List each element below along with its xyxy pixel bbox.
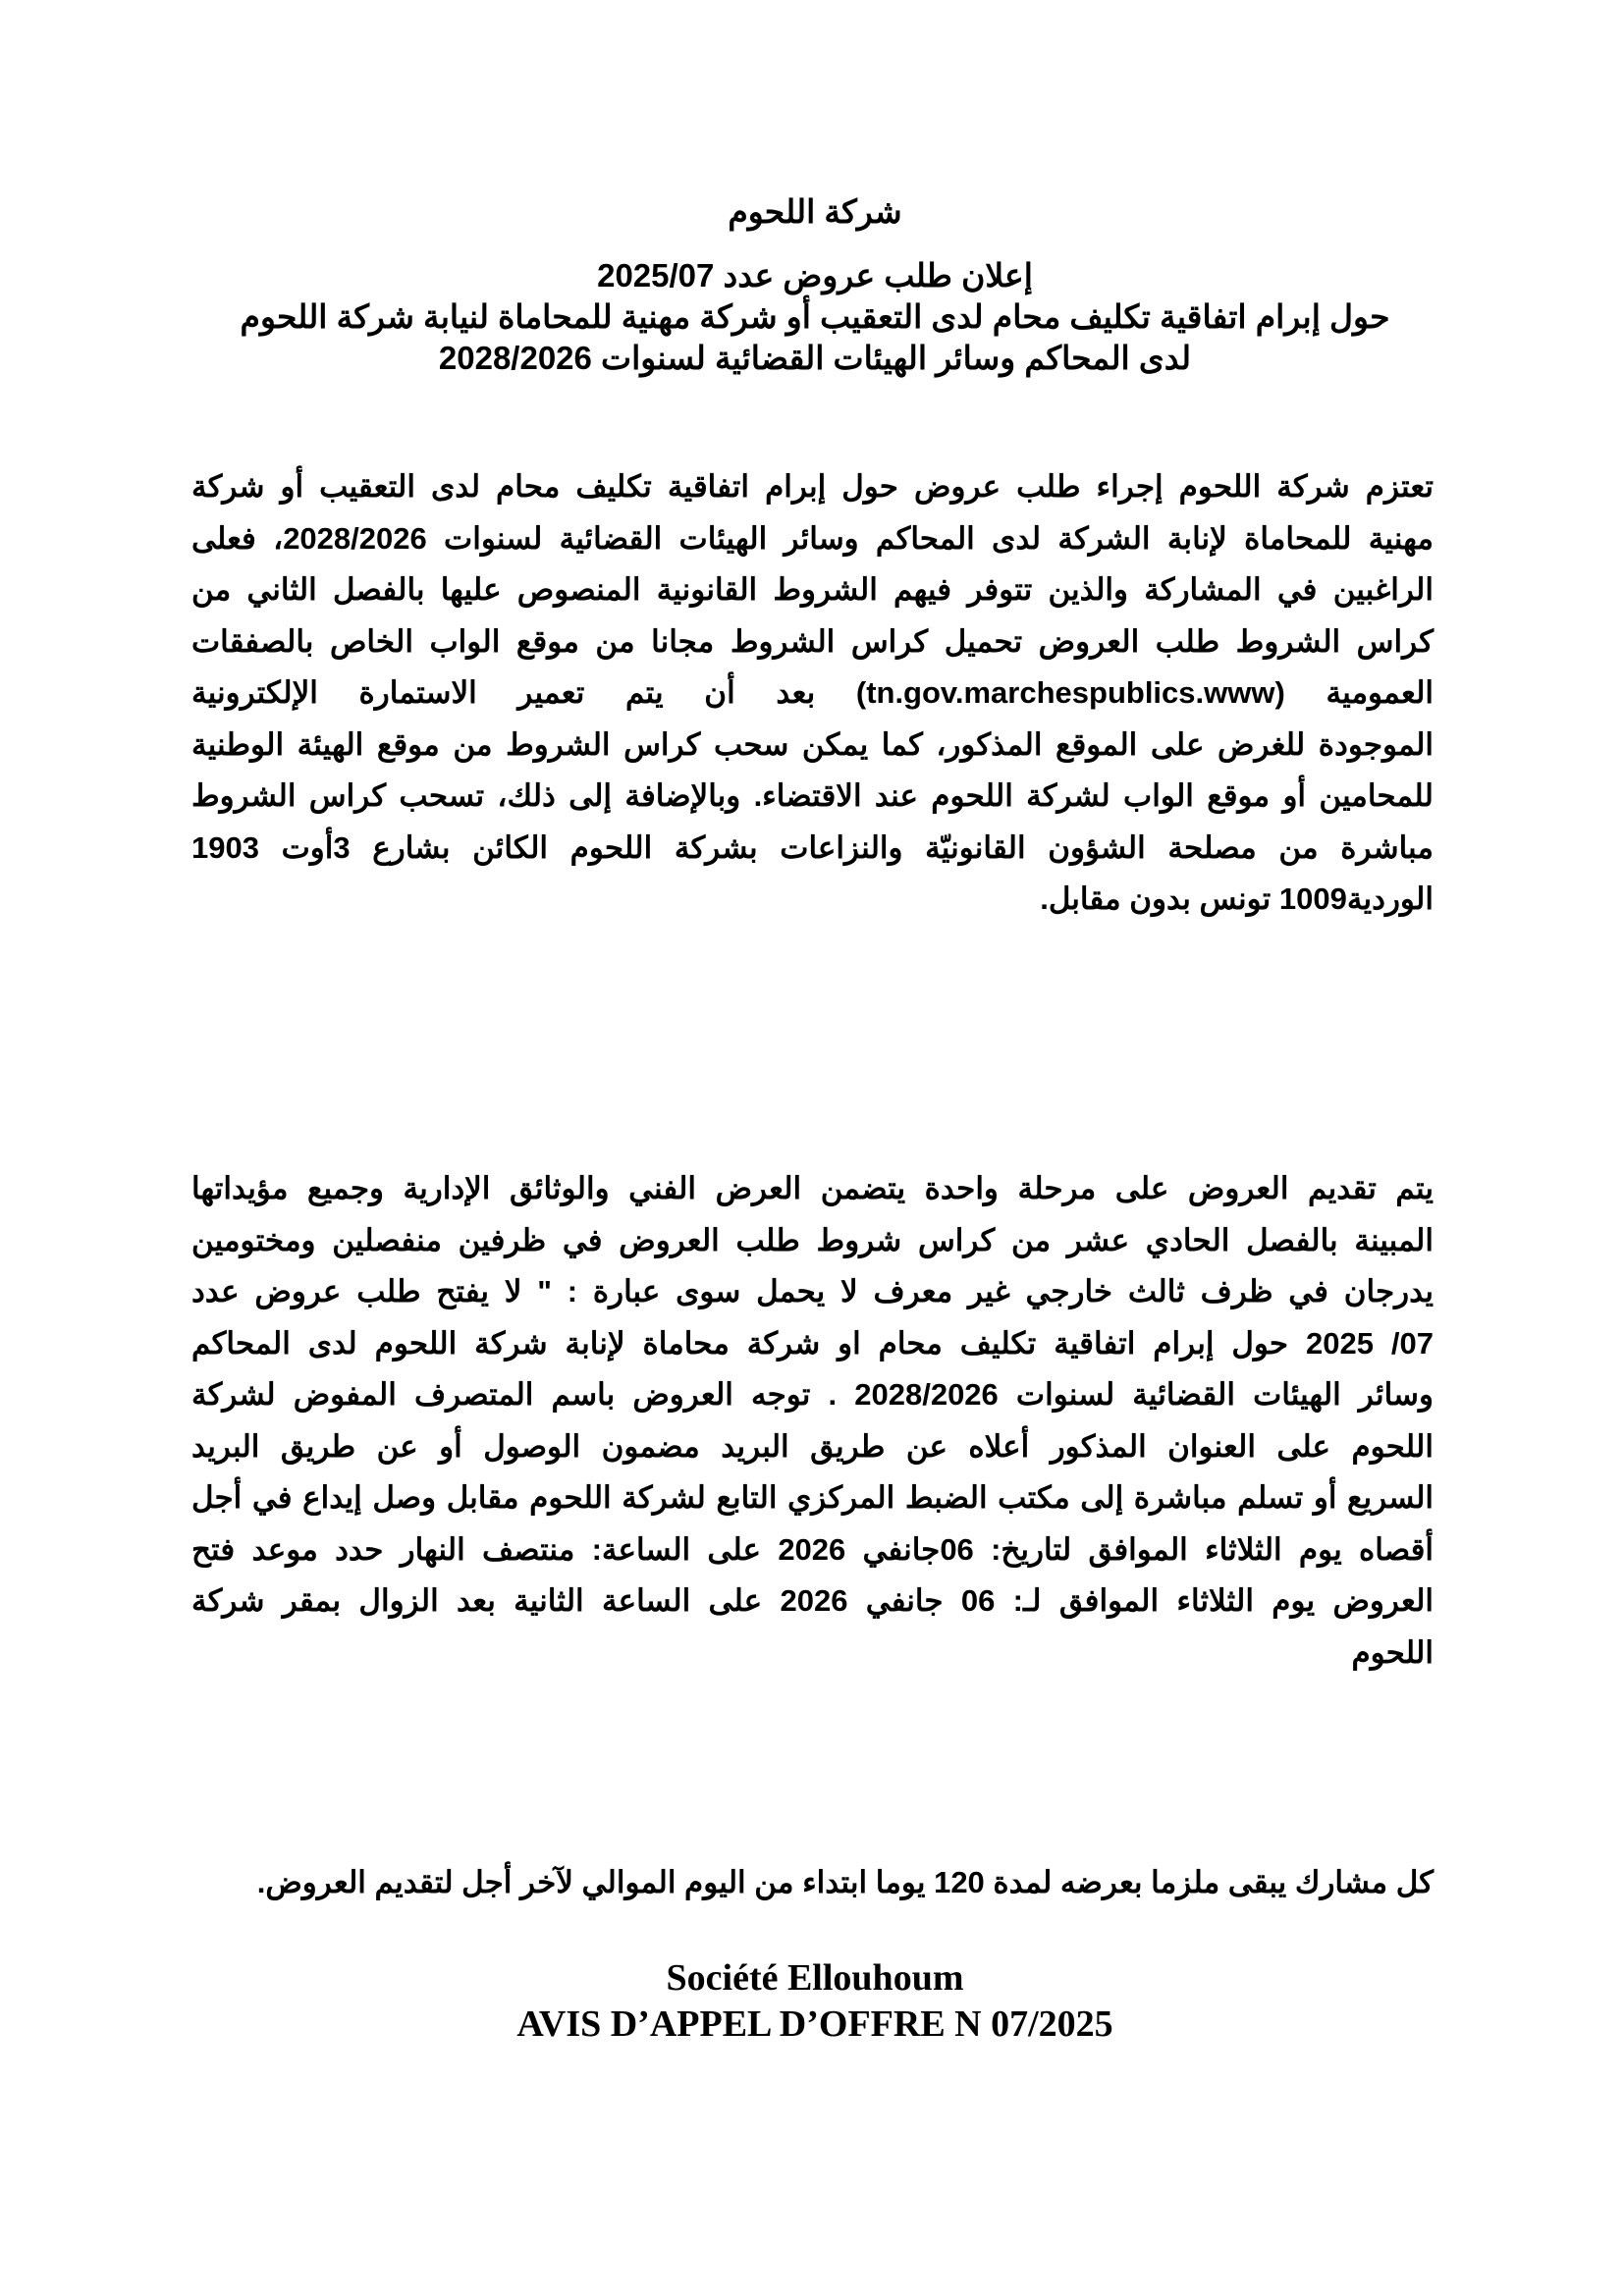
paragraph-line: المبينة بالفصل الحادي عشر من كراس شروط طلب العروض في ظرفين منفصلين ومختومين (191, 1222, 1434, 1257)
tender-period-heading: لدى المحاكم وسائر الهيئات القضائية لسنوات 2028/2026 (438, 340, 1192, 376)
tender-title-french: AVIS D’APPEL D’OFFRE N 07/2025 (516, 2003, 1113, 2045)
paragraph-line: للمحامين أو موقع الواب لشركة اللحوم عند الاقتضاء. وبالإضافة إلى ذلك، تسحب كراس الشروط (191, 778, 1434, 813)
paragraph-line: 07/ 2025 حول إبرام اتفاقية تكليف محام او شركة محاماة لإنابة شركة اللحوم لدى المحاكم (191, 1325, 1434, 1361)
paragraph-line: مهنية للمحاماة لإنابة الشركة لدى المحاكم وسائر الهيئات القضائية لسنوات 2028/2026، فعلى (191, 520, 1435, 556)
paragraph-line: يدرجان في ظرف ثالث خارجي غير معرف لا يحمل سوى عبارة : " لا يفتح طلب عروض عدد (191, 1274, 1434, 1308)
paragraph-line-last: اللحوم (1351, 1634, 1434, 1670)
paragraph-line: الراغبين في المشاركة والذين تتوفر فيهم الشروط القانونية المنصوص عليها بالفصل الثاني من (191, 572, 1434, 607)
paragraph-line: كراس الشروط طلب العروض تحميل كراس الشروط مجانا من موقع الواب الخاص بالصفقات (191, 623, 1434, 659)
paragraph-submission-instructions (191, 1163, 1434, 1679)
paragraph-line-opening-date: العروض يوم الثلاثاء الموافق لـ: 06 جانفي 2026 على الساعة الثانية بعد الزوال بمقر شركة (191, 1583, 1435, 1618)
french-header (177, 1955, 1453, 2048)
paragraph-line-last: الوردية1009 تونس بدون مقابل. (1040, 881, 1434, 916)
paragraph-line: تعتزم شركة اللحوم إجراء طلب عروض حول إبرام اتفاقية تكليف محام لدى التعقيب أو شركة (191, 469, 1434, 504)
company-name-french: Société Ellouhoum (666, 1957, 964, 1999)
paragraph-tender-documents (191, 461, 1434, 926)
paragraph-line: وسائر الهيئات القضائية لسنوات 2028/2026 . توجه العروض باسم المتصرف المفوض لشركة (191, 1377, 1434, 1412)
tender-number-heading: إعلان طلب عروض عدد 2025/07 (597, 257, 1033, 294)
paragraph-line: اللحوم على العنوان المذكور أعلاه عن طريق البريد مضمون الوصول أو عن طريق البريد (191, 1428, 1434, 1464)
document-header (177, 192, 1453, 379)
paragraph-line-website: العمومية (tn.gov.marchespublics.www) بعد أن يتم تعمير الاستمارة الإلكترونية (191, 675, 1434, 710)
paragraph-line-deadline: أقصاه يوم الثلاثاء الموافق لتاريخ: 06جانفي 2026 على الساعة: منتصف النهار حدد موعد فتح (191, 1531, 1435, 1567)
company-name-arabic: شركة اللحوم (728, 193, 902, 230)
paragraph-line: الموجودة للغرض على الموقع المذكور، كما يمكن سحب كراس الشروط من موقع الهيئة الوطنية (191, 726, 1434, 762)
paragraph-line: يتم تقديم العروض على مرحلة واحدة يتضمن العرض الفني والوثائق الإدارية وجميع مؤيداتها (191, 1171, 1434, 1205)
paragraph-line-address: مباشرة من مصلحة الشؤون القانونيّة والنزاعات بشركة اللحوم الكائن بشارع 3أوت 1903 (191, 829, 1434, 865)
paragraph-line: السريع أو تسلم مباشرة إلى مكتب الضبط المركزي التابع لشركة اللحوم مقابل وصل إيداع في أجل (191, 1480, 1434, 1515)
validity-period-statement: كل مشارك يبقى ملزما بعرضه لمدة 120 يوما ابتداء من اليوم الموالي لآخر أجل لتقديم العروض. (256, 1865, 1434, 1899)
tender-subject-heading: حول إبرام اتفاقية تكليف محام لدى التعقيب أو شركة مهنية للمحاماة لنيابة شركة اللحوم (240, 298, 1390, 335)
